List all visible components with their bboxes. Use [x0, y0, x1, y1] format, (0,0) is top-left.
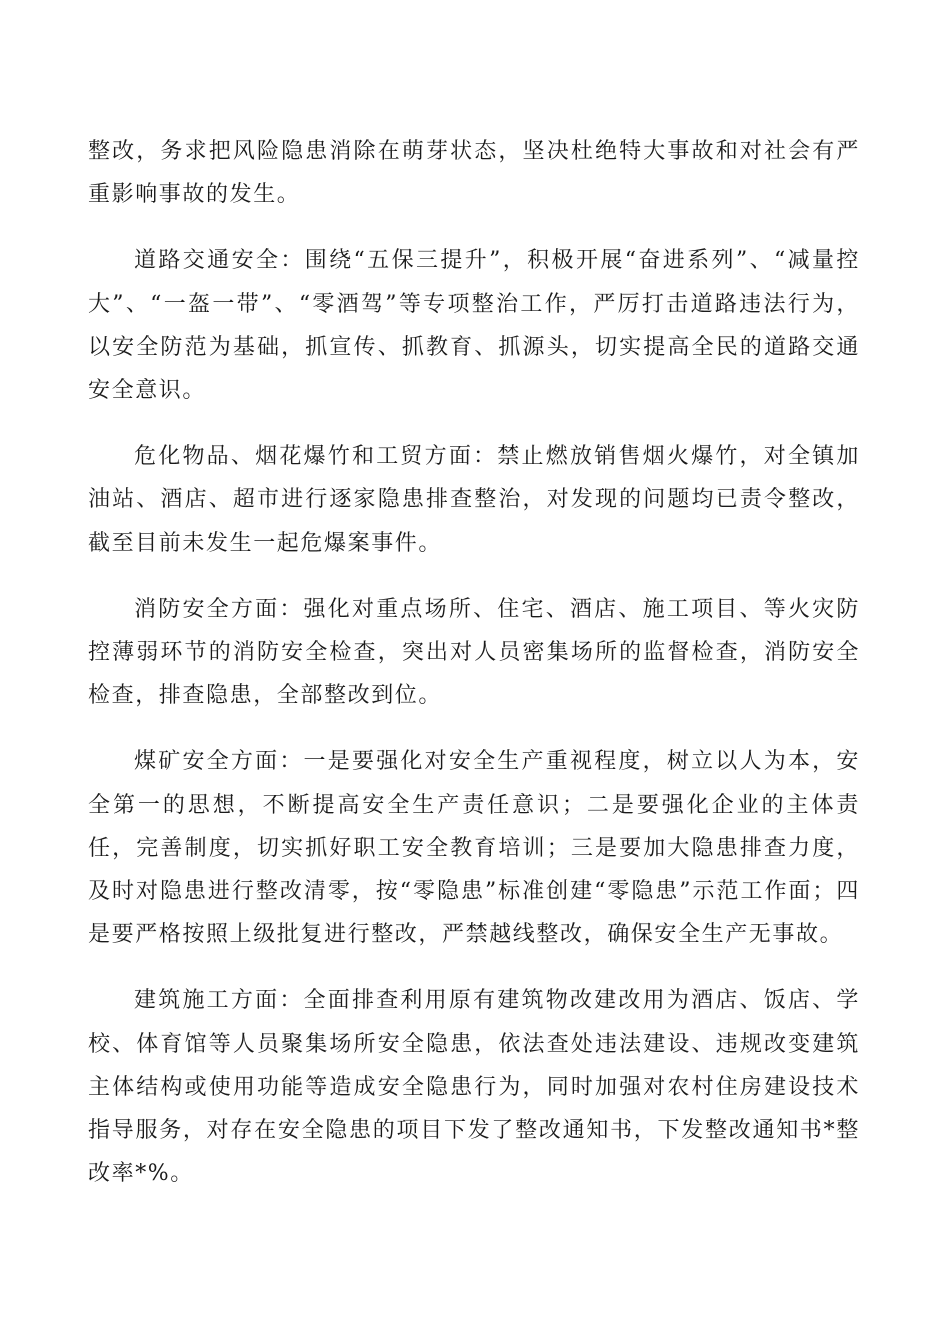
paragraph-fire-safety: 消防安全方面：强化对重点场所、住宅、酒店、施工项目、等火灾防控薄弱环节的消防安全检查，突出对人员密集场所的监督检查，消防安全检查，排查隐患，全部整改到位。 [88, 596, 860, 709]
document-body [88, 130, 860, 1218]
paragraph-hazardous-materials: 危化物品、烟花爆竹和工贸方面：禁止燃放销售烟火爆竹，对全镇加油站、酒店、超市进行逐家隐患排查整治，对发现的问题均已责令整改，截至目前未发生一起危爆案事件。 [88, 444, 860, 556]
paragraph-continuation: 整改，务求把风险隐患消除在萌芽状态，坚决杜绝特大事故和对社会有严重影响事故的发生。 [88, 139, 860, 208]
paragraph-coal-mine-safety: 煤矿安全方面：一是要强化对安全生产重视程度，树立以人为本，安全第一的思想，不断提高安全生产责任意识；二是要强化企业的主体责任，完善制度，切实抓好职工安全教育培训；三是要加大隐患排查力度，及时对隐患进行整改清零，按“零隐患”标准创建“零隐患”示范工作面；四是要严格按照上级批复进行整改，严禁越线整改，确保安全生产无事故。 [88, 749, 860, 948]
paragraph-construction-safety: 建筑施工方面：全面排查利用原有建筑物改建改用为酒店、饭店、学校、体育馆等人员聚集场所安全隐患，依法查处违法建设、违规改变建筑主体结构或使用功能等造成安全隐患行为，同时加强对农村住房建设技术指导服务，对存在安全隐患的项目下发了整改通知书，下发整改通知书*整改率*%。 [88, 988, 860, 1187]
paragraph-road-traffic-safety: 道路交通安全：围绕“五保三提升”，积极开展“奋进系列”、“减量控大”、“一盔一带”、“零酒驾”等专项整治工作，严厉打击道路违法行为，以安全防范为基础，抓宣传、抓教育、抓源头，切实提高全民的道路交通安全意识。 [88, 248, 860, 404]
